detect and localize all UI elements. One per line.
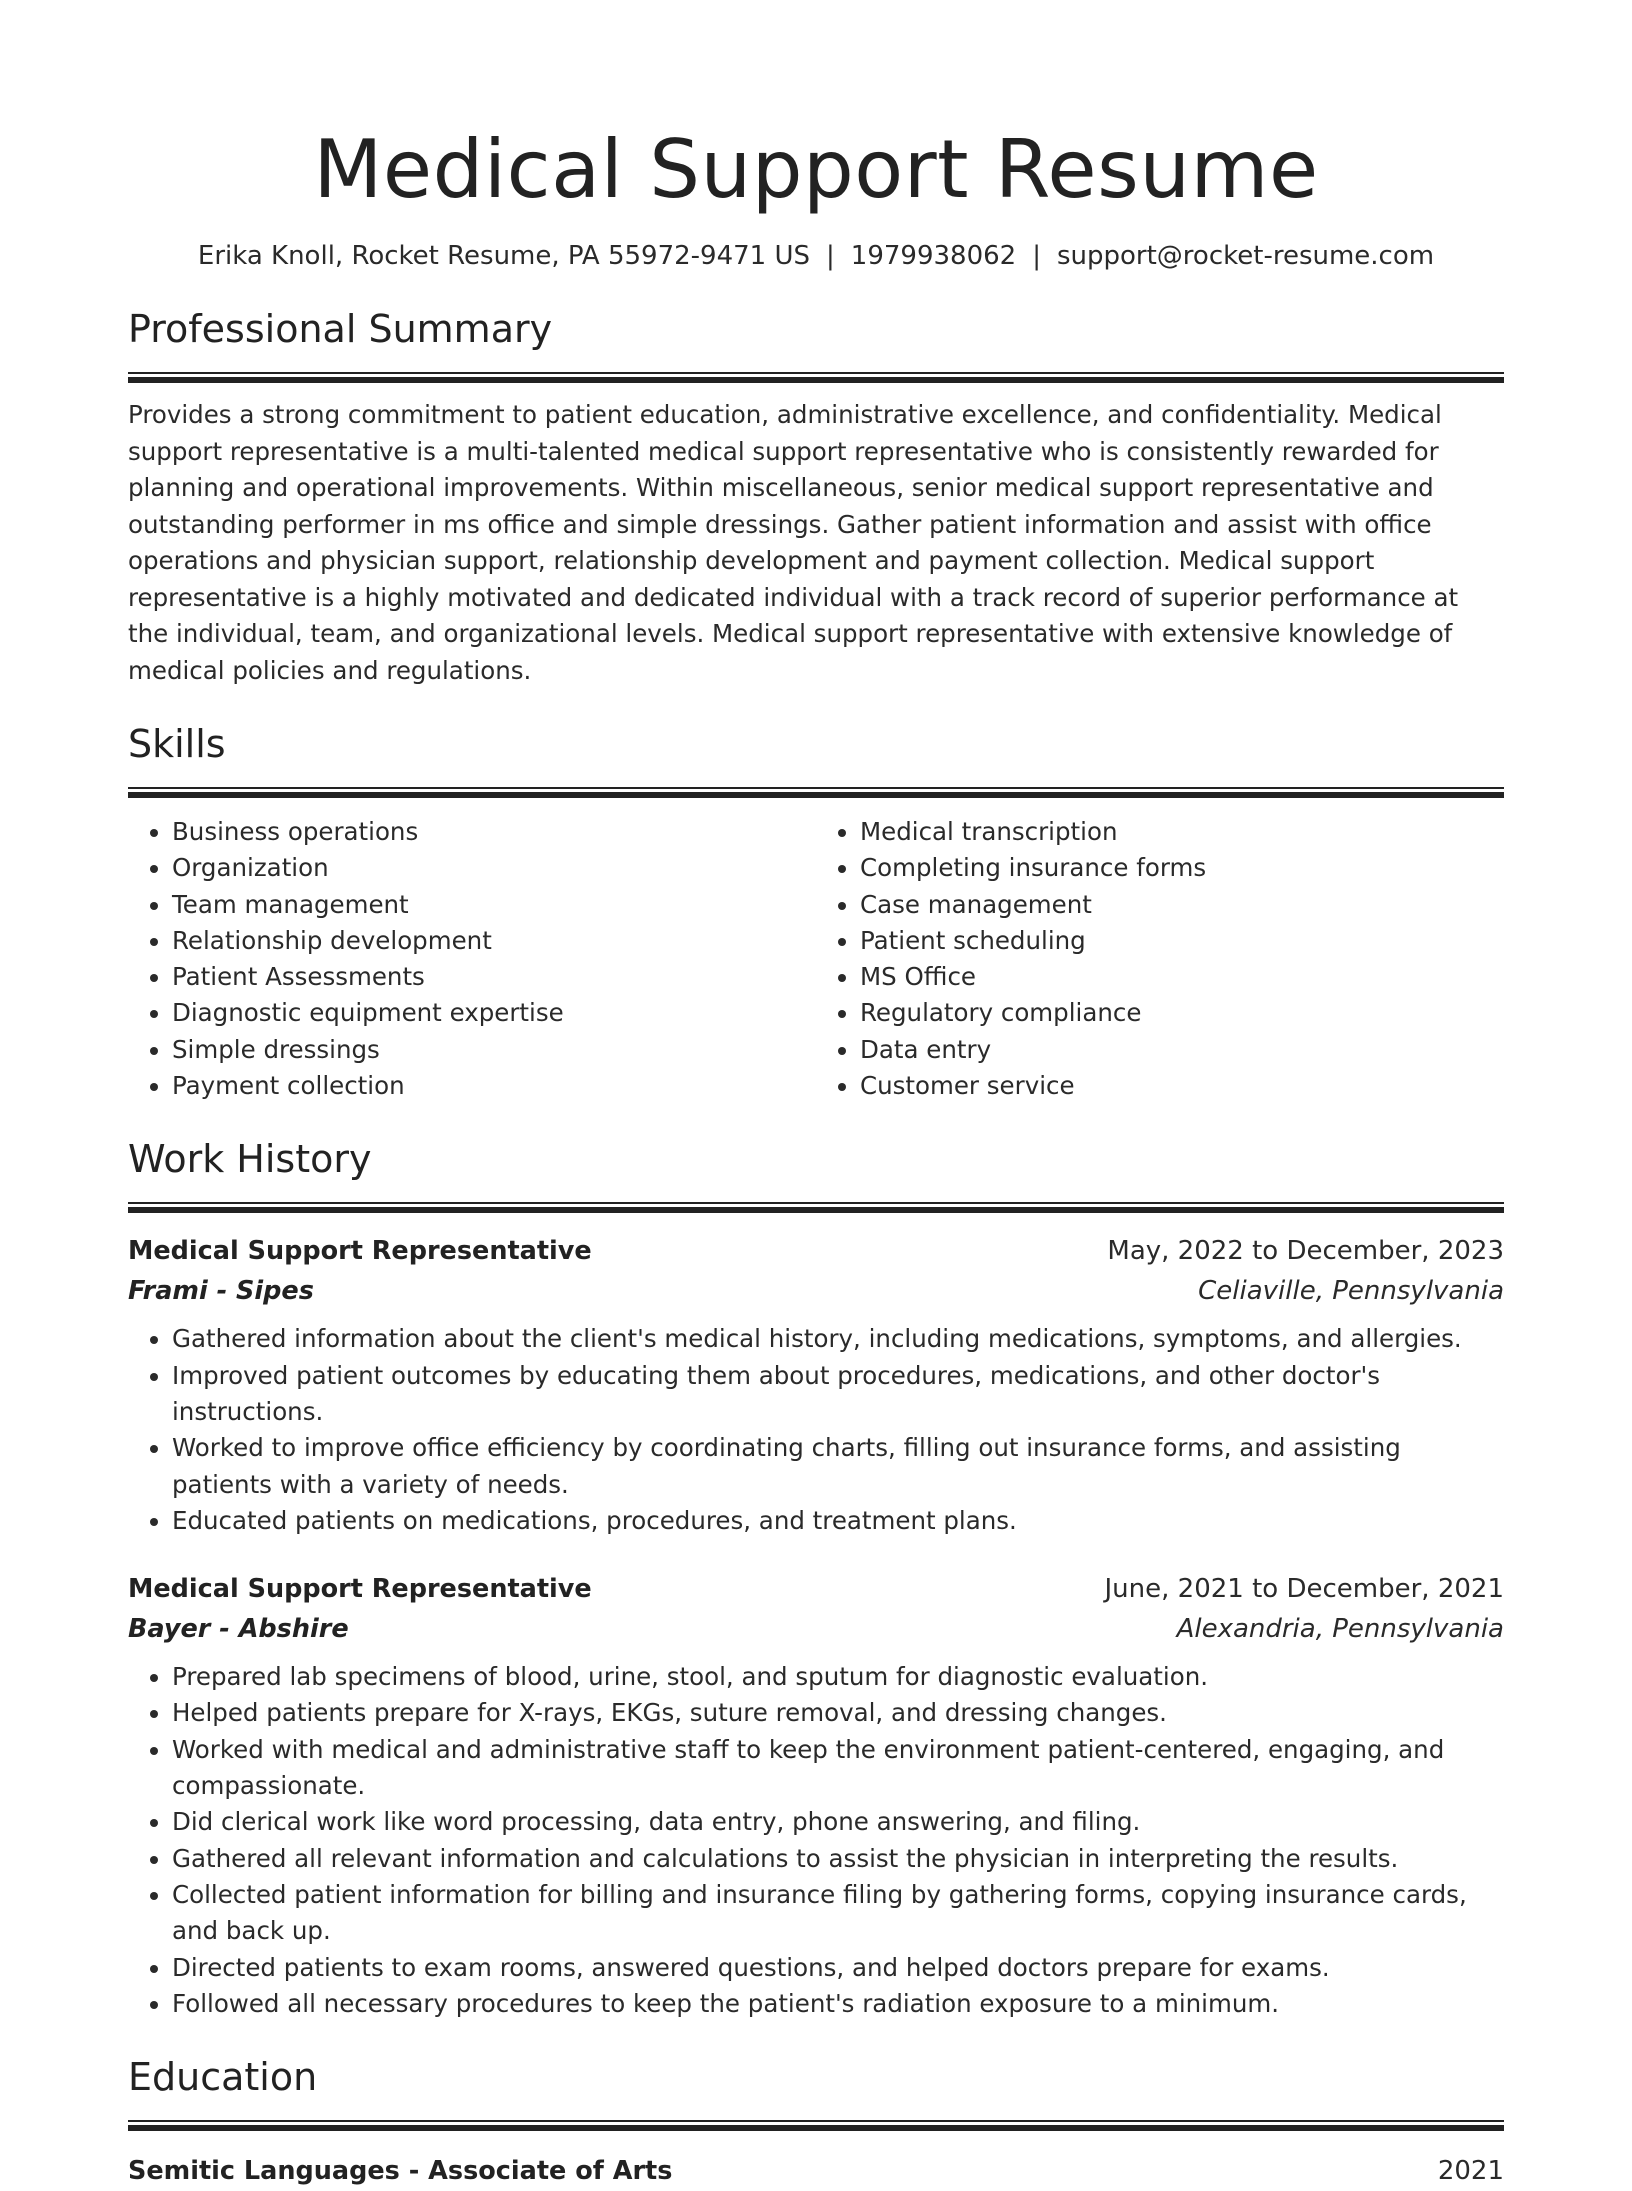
education-degree: Semitic Languages - Associate of Arts bbox=[128, 2156, 673, 2187]
job-entry bbox=[128, 1569, 1504, 2022]
skill-item: • Data entry bbox=[860, 1032, 1504, 1068]
resume-title: Medical Support Resume bbox=[313, 123, 1319, 216]
skill-item: • Team management bbox=[172, 887, 816, 923]
section-divider bbox=[128, 2120, 1504, 2131]
job-header-row bbox=[128, 1231, 1504, 1271]
job-bullet: • Followed all necessary procedures to keep the patient's radiation exposure to a minimum. bbox=[172, 1986, 1504, 2022]
section-divider bbox=[128, 1202, 1504, 1213]
work-history-heading: Work History bbox=[128, 1137, 372, 1182]
job-bullet: • Worked with medical and administrative staff to keep the environment patient-centered, engaging, and compassionate. bbox=[172, 1732, 1504, 1805]
contact-separator: | bbox=[1032, 241, 1041, 271]
skill-item: • Case management bbox=[860, 887, 1504, 923]
contact-email: support@rocket-resume.com bbox=[1056, 241, 1435, 271]
skill-item: • Patient scheduling bbox=[860, 923, 1504, 959]
education-year: 2021 bbox=[1437, 2156, 1504, 2187]
contact-separator: | bbox=[826, 241, 835, 271]
skill-item: • Business operations bbox=[172, 814, 816, 850]
summary-text: Provides a strong commitment to patient education, administrative excellence, and confidentiality. Medical support representative is a multi-talented medical support representative who is consistently rewarded for planning and operational improvements. Within miscellaneous, senior medical support representative and outstanding performer in ms office and simple dressings. Gather patient information and assist with office operations and physician support, relationship development and payment collection. Medical support representative is a highly motivated and dedicated individual with a track record of superior performance at the individual, team, and organizational levels. Medical support representative with extensive knowledge of medical policies and regulations. bbox=[128, 400, 1459, 685]
summary-heading: Professional Summary bbox=[128, 307, 553, 351]
skill-item: • Diagnostic equipment expertise bbox=[172, 995, 816, 1031]
skills-section bbox=[128, 719, 1504, 1104]
skill-item: • Customer service bbox=[860, 1068, 1504, 1104]
job-bullet: • Prepared lab specimens of blood, urine, stool, and sputum for diagnostic evaluation. bbox=[172, 1659, 1504, 1695]
job-header-row bbox=[128, 1569, 1504, 1609]
job-bullet: • Helped patients prepare for X-rays, EKGs, suture removal, and dressing changes. bbox=[172, 1695, 1504, 1731]
skills-heading: Skills bbox=[128, 722, 226, 766]
education-header-row bbox=[128, 2151, 1504, 2191]
job-bullets bbox=[128, 1659, 1504, 2022]
section-divider bbox=[128, 372, 1504, 383]
job-dates: May, 2022 to December, 2023 bbox=[1107, 1236, 1504, 1267]
education-section bbox=[128, 2052, 1504, 2191]
skill-item: • Relationship development bbox=[172, 923, 816, 959]
section-divider bbox=[128, 787, 1504, 798]
education-entry bbox=[128, 2151, 1504, 2191]
job-employer-row bbox=[128, 1609, 1504, 1649]
summary-section bbox=[128, 304, 1504, 689]
skill-item: • Medical transcription bbox=[860, 814, 1504, 850]
work-history-section bbox=[128, 1134, 1504, 2022]
job-company: Bayer - Abshire bbox=[128, 1614, 349, 1645]
job-company: Frami - Sipes bbox=[128, 1276, 314, 1307]
skill-item: • Patient Assessments bbox=[172, 959, 816, 995]
job-employer-row bbox=[128, 1271, 1504, 1311]
skills-grid bbox=[128, 814, 1504, 1104]
job-title: Medical Support Representative bbox=[128, 1236, 592, 1267]
job-bullet: • Worked to improve office efficiency by coordinating charts, filling out insurance forms, and assisting patients with a variety of needs. bbox=[172, 1430, 1504, 1503]
skills-column-right bbox=[816, 814, 1504, 1104]
contact-address: Erika Knoll, Rocket Resume, PA 55972-9471 US bbox=[197, 241, 811, 271]
education-heading: Education bbox=[128, 2055, 318, 2100]
skill-item: • Organization bbox=[172, 850, 816, 886]
job-title: Medical Support Representative bbox=[128, 1574, 592, 1605]
skill-item: • Payment collection bbox=[172, 1068, 816, 1104]
contact-phone: 1979938062 bbox=[850, 241, 1017, 271]
job-bullet: • Gathered information about the client's medical history, including medications, symptoms, and allergies. bbox=[172, 1321, 1504, 1357]
job-bullets bbox=[128, 1321, 1504, 1539]
job-location: Alexandria, Pennsylvania bbox=[1176, 1614, 1504, 1645]
job-bullet: • Educated patients on medications, procedures, and treatment plans. bbox=[172, 1503, 1504, 1539]
job-entry bbox=[128, 1231, 1504, 1539]
skill-item: • Completing insurance forms bbox=[860, 850, 1504, 886]
skill-item: • MS Office bbox=[860, 959, 1504, 995]
job-location: Celiaville, Pennsylvania bbox=[1198, 1276, 1504, 1307]
job-bullet: • Did clerical work like word processing, data entry, phone answering, and filing. bbox=[172, 1804, 1504, 1840]
skill-item: • Simple dressings bbox=[172, 1032, 816, 1068]
job-bullet: • Directed patients to exam rooms, answered questions, and helped doctors prepare for exams. bbox=[172, 1950, 1504, 1986]
skills-column-left bbox=[128, 814, 816, 1104]
job-dates: June, 2021 to December, 2021 bbox=[1104, 1574, 1504, 1605]
contact-line bbox=[128, 238, 1504, 274]
job-bullet: • Collected patient information for billing and insurance filing by gathering forms, copying insurance cards, and back up. bbox=[172, 1877, 1504, 1950]
skill-item: • Regulatory compliance bbox=[860, 995, 1504, 1031]
job-bullet: • Gathered all relevant information and calculations to assist the physician in interpreting the results. bbox=[172, 1841, 1504, 1877]
job-bullet: • Improved patient outcomes by educating them about procedures, medications, and other doctor's instructions. bbox=[172, 1358, 1504, 1431]
